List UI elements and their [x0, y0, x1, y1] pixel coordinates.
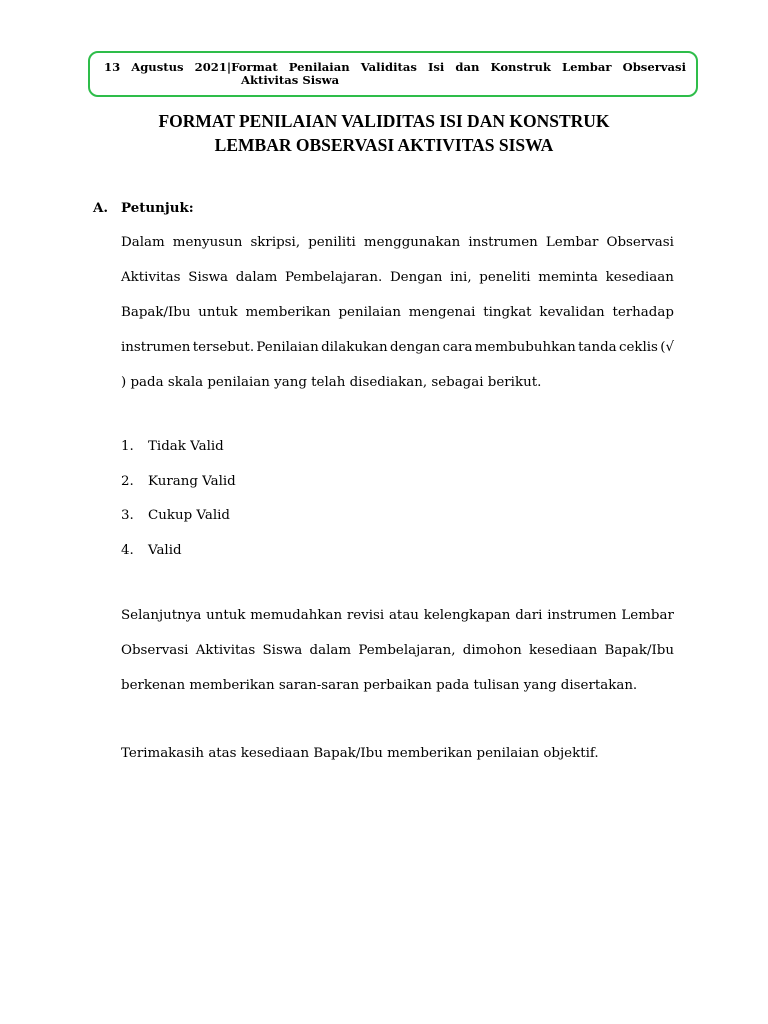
- word: Bapak/Ibu: [604, 643, 674, 658]
- paragraph-line: [121, 303, 674, 338]
- list-item: [121, 472, 236, 507]
- word: memberikan: [245, 305, 331, 320]
- word: atau: [388, 608, 419, 623]
- header-word: Isi: [427, 60, 445, 74]
- word: menyusun: [172, 235, 243, 250]
- word: peneliti: [479, 270, 531, 285]
- section-heading-text: Petunjuk:: [121, 200, 194, 216]
- list-number: 4.: [121, 542, 134, 558]
- paragraph-line: [121, 338, 674, 373]
- word: tersebut.: [192, 340, 255, 355]
- word: dalam: [235, 270, 278, 285]
- header-word: Konstruk: [490, 60, 551, 74]
- word: kevalidan: [539, 305, 605, 320]
- list-item: [121, 437, 236, 472]
- word: dengan: [389, 340, 441, 355]
- paragraph-line: [121, 233, 674, 268]
- word: dalam: [309, 643, 352, 658]
- closing-sentence: Terimakasih atas kesediaan Bapak/Ibu memberikan penilaian objektif.: [121, 746, 599, 761]
- word: instrumen: [468, 235, 538, 250]
- paragraph-line: ) pada skala penilaian yang telah disediakan, sebagai berikut.: [121, 375, 542, 390]
- list-label: Tidak Valid: [148, 439, 224, 454]
- paragraph-line: [121, 606, 674, 641]
- word: cara: [442, 340, 473, 355]
- word: ini,: [450, 270, 472, 285]
- word: membubuhkan: [474, 340, 576, 355]
- revision-paragraph: [121, 606, 674, 711]
- list-label: Valid: [148, 542, 182, 558]
- word: tingkat: [483, 305, 532, 320]
- word: Dalam: [121, 235, 165, 250]
- word: ceklis: [618, 340, 658, 355]
- list-number: 1.: [121, 439, 134, 454]
- document-header: [88, 51, 698, 97]
- word: peniliti: [308, 235, 356, 250]
- word: Siswa: [262, 643, 303, 658]
- word: terhadap: [612, 305, 674, 320]
- document-title-line-2: LEMBAR OBSERVASI AKTIVITAS SISWA: [214, 135, 554, 155]
- paragraph-line: berkenan memberikan saran-saran perbaikan pada tulisan yang disertakan.: [121, 678, 638, 693]
- paragraph-line: [121, 268, 674, 303]
- header-word: 13: [104, 60, 121, 74]
- word: dimohon: [462, 643, 522, 658]
- list-item: [121, 506, 236, 541]
- word: untuk: [198, 305, 238, 320]
- word: Aktivitas: [195, 643, 256, 658]
- section-heading: [93, 200, 194, 216]
- word: untuk: [206, 608, 246, 623]
- word: Bapak/Ibu: [121, 305, 191, 320]
- word: meminta: [538, 270, 598, 285]
- word: memudahkan: [250, 608, 343, 623]
- word: (√: [660, 340, 674, 355]
- word: dilakukan: [321, 340, 388, 355]
- word: menggunakan: [363, 235, 461, 250]
- list-label: Kurang Valid: [148, 473, 236, 489]
- section-letter: A.: [93, 200, 109, 216]
- word: dari: [515, 608, 543, 623]
- header-word: Agustus: [131, 60, 184, 74]
- word: Lembar: [621, 608, 674, 623]
- list-label: Cukup Valid: [148, 508, 230, 523]
- header-word: Lembar: [562, 60, 612, 74]
- word: kesediaan: [605, 270, 674, 285]
- list-item: [121, 541, 236, 576]
- instruction-paragraph: [121, 233, 674, 408]
- word: Siswa: [188, 270, 229, 285]
- word: kesediaan: [528, 643, 598, 658]
- header-word: 2021|Format: [194, 60, 278, 74]
- list-number: 2.: [121, 473, 134, 489]
- header-word: Validitas: [360, 60, 417, 74]
- word: Observasi: [606, 235, 674, 250]
- word: instrumen: [121, 340, 191, 355]
- word: Pembelajaran,: [358, 643, 456, 658]
- header-line-2: Aktivitas Siswa: [241, 73, 340, 87]
- word: Observasi: [121, 643, 189, 658]
- word: revisi: [346, 608, 385, 623]
- scale-list: [121, 437, 236, 575]
- header-word: dan: [455, 60, 480, 74]
- word: penilaian: [338, 305, 402, 320]
- word: skripsi,: [250, 235, 301, 250]
- word: tanda: [578, 340, 617, 355]
- document-title-line-1: FORMAT PENILAIAN VALIDITAS ISI DAN KONSTRUK: [158, 111, 610, 131]
- word: kelengkapan: [423, 608, 511, 623]
- header-word: Observasi: [622, 60, 686, 74]
- list-number: 3.: [121, 508, 134, 523]
- word: Dengan: [389, 270, 443, 285]
- word: mengenai: [408, 305, 476, 320]
- word: Selanjutnya: [121, 608, 202, 623]
- word: Pembelajaran.: [285, 270, 383, 285]
- word: Penilaian: [256, 340, 319, 355]
- header-line-1: [104, 61, 686, 74]
- word: instrumen: [547, 608, 617, 623]
- header-word: Penilaian: [288, 60, 350, 74]
- word: Lembar: [545, 235, 599, 250]
- word: Aktivitas: [121, 270, 181, 285]
- paragraph-line: [121, 641, 674, 676]
